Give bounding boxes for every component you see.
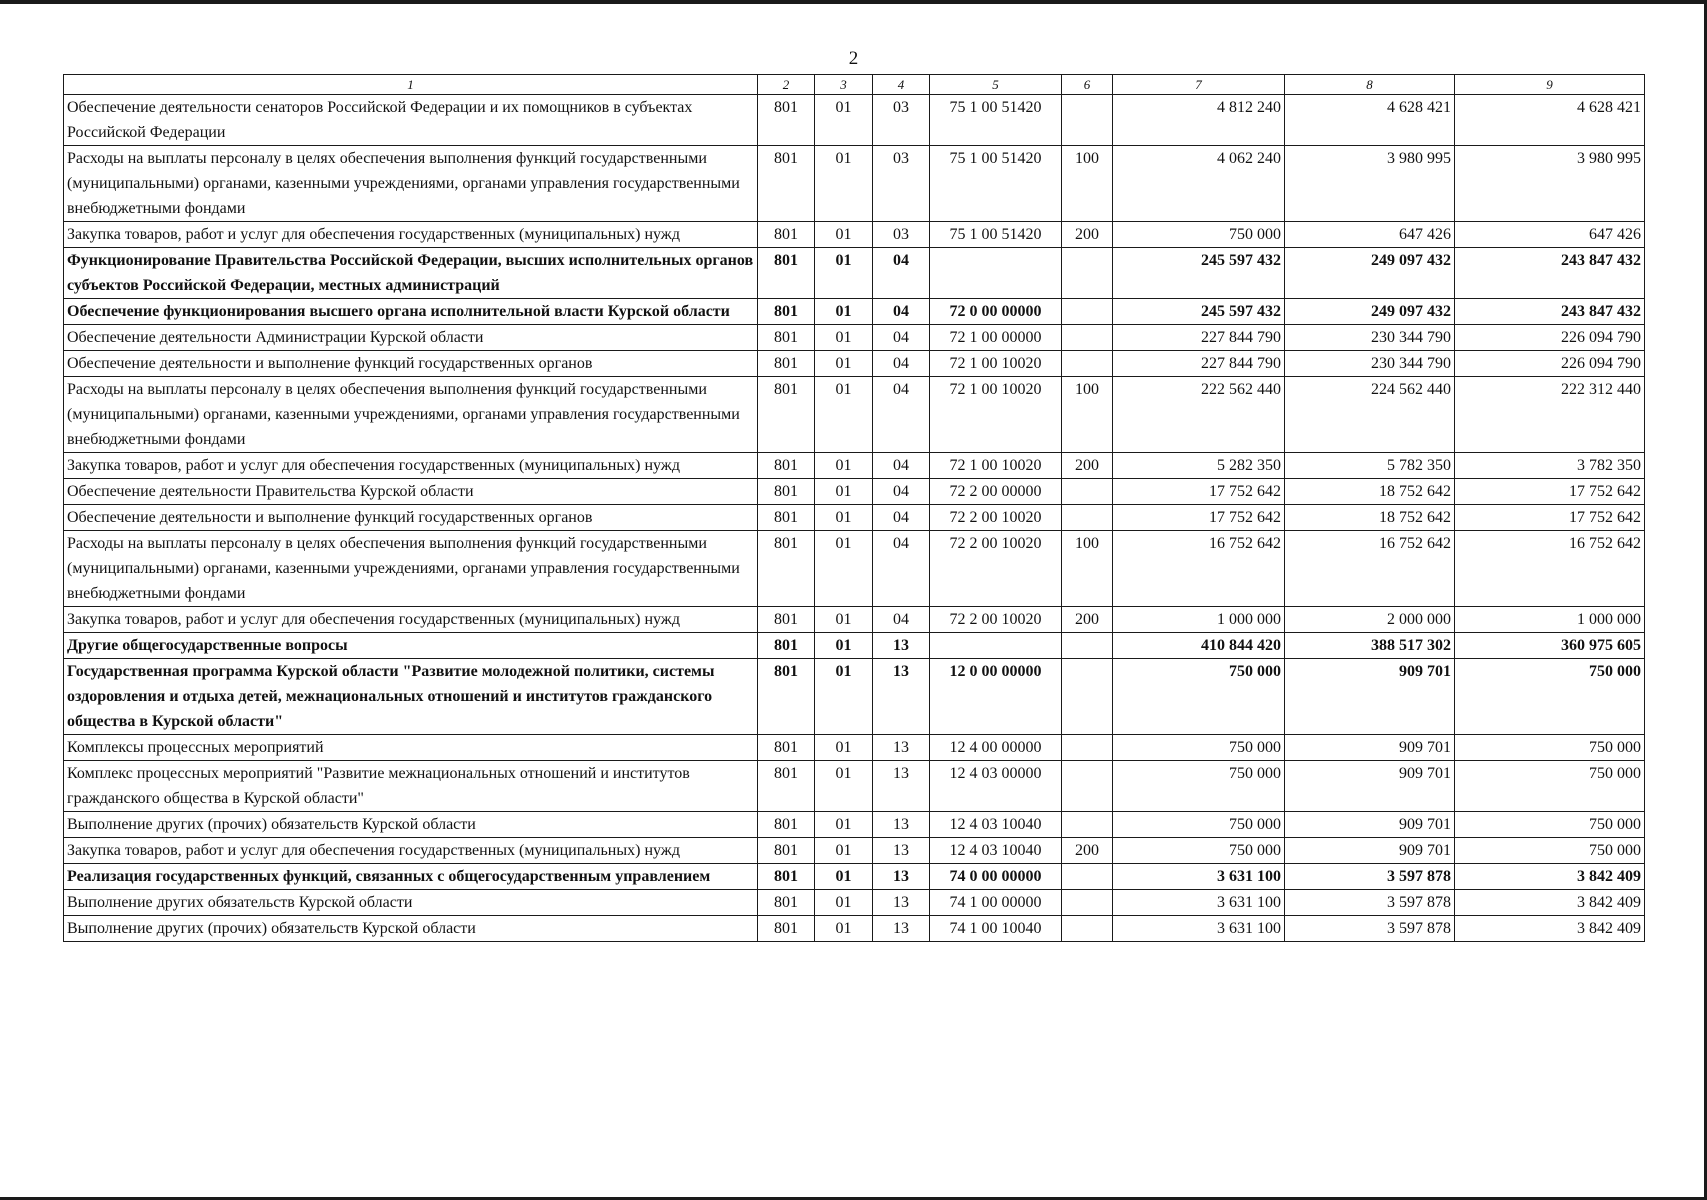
- row-name-cell: Выполнение других (прочих) обязательств Курской области: [64, 916, 758, 942]
- table-row: [64, 812, 1645, 838]
- amount-col7-cell: 245 597 432: [1113, 248, 1285, 299]
- amount-col8-cell: 230 344 790: [1285, 325, 1455, 351]
- table-row: [64, 864, 1645, 890]
- amount-col7-cell: 17 752 642: [1113, 505, 1285, 531]
- amount-col8-cell: 909 701: [1285, 659, 1455, 735]
- amount-col9-cell: 226 094 790: [1455, 325, 1645, 351]
- table-row: [64, 607, 1645, 633]
- amount-col9-cell: 750 000: [1455, 659, 1645, 735]
- amount-col9-cell: 17 752 642: [1455, 479, 1645, 505]
- section-code-cell: 01: [815, 864, 873, 890]
- amount-col9-cell: 3 842 409: [1455, 890, 1645, 916]
- amount-col9-cell: 3 842 409: [1455, 864, 1645, 890]
- table-row: [64, 890, 1645, 916]
- expense-type-cell: [1062, 812, 1113, 838]
- table-row: [64, 531, 1645, 607]
- target-article-cell: 72 1 00 10020: [930, 453, 1062, 479]
- glava-code-cell: 801: [758, 607, 815, 633]
- expense-type-cell: 200: [1062, 607, 1113, 633]
- glava-code-cell: 801: [758, 146, 815, 222]
- amount-col7-cell: 4 812 240: [1113, 95, 1285, 146]
- amount-col7-cell: 227 844 790: [1113, 325, 1285, 351]
- glava-code-cell: 801: [758, 299, 815, 325]
- row-name-cell: Обеспечение деятельности и выполнение функций государственных органов: [64, 505, 758, 531]
- target-article-cell: 74 0 00 00000: [930, 864, 1062, 890]
- budget-table: [63, 74, 1645, 942]
- section-code-cell: 01: [815, 659, 873, 735]
- amount-col8-cell: 909 701: [1285, 838, 1455, 864]
- row-name-cell: Закупка товаров, работ и услуг для обеспечения государственных (муниципальных) нужд: [64, 222, 758, 248]
- amount-col8-cell: 388 517 302: [1285, 633, 1455, 659]
- column-number: 7: [1113, 75, 1285, 95]
- expense-type-cell: 200: [1062, 838, 1113, 864]
- expense-type-cell: [1062, 325, 1113, 351]
- table-row: [64, 735, 1645, 761]
- amount-col8-cell: 3 597 878: [1285, 890, 1455, 916]
- amount-col8-cell: 909 701: [1285, 761, 1455, 812]
- column-number: 3: [815, 75, 873, 95]
- amount-col9-cell: 226 094 790: [1455, 351, 1645, 377]
- subsection-code-cell: 04: [873, 531, 930, 607]
- row-name-cell: Реализация государственных функций, связанных с общегосударственным управлением: [64, 864, 758, 890]
- subsection-code-cell: 03: [873, 146, 930, 222]
- glava-code-cell: 801: [758, 95, 815, 146]
- subsection-code-cell: 04: [873, 351, 930, 377]
- target-article-cell: 72 1 00 10020: [930, 377, 1062, 453]
- amount-col7-cell: 222 562 440: [1113, 377, 1285, 453]
- amount-col9-cell: 243 847 432: [1455, 299, 1645, 325]
- amount-col7-cell: 750 000: [1113, 735, 1285, 761]
- amount-col7-cell: 3 631 100: [1113, 864, 1285, 890]
- glava-code-cell: 801: [758, 633, 815, 659]
- subsection-code-cell: 13: [873, 916, 930, 942]
- row-name-cell: Закупка товаров, работ и услуг для обеспечения государственных (муниципальных) нужд: [64, 607, 758, 633]
- expense-type-cell: [1062, 248, 1113, 299]
- subsection-code-cell: 04: [873, 299, 930, 325]
- column-number: 6: [1062, 75, 1113, 95]
- amount-col7-cell: 750 000: [1113, 838, 1285, 864]
- subsection-code-cell: 04: [873, 453, 930, 479]
- subsection-code-cell: 04: [873, 325, 930, 351]
- expense-type-cell: [1062, 761, 1113, 812]
- target-article-cell: 72 2 00 10020: [930, 607, 1062, 633]
- table-row: [64, 325, 1645, 351]
- section-code-cell: 01: [815, 248, 873, 299]
- amount-col7-cell: 4 062 240: [1113, 146, 1285, 222]
- amount-col7-cell: 245 597 432: [1113, 299, 1285, 325]
- row-name-cell: Расходы на выплаты персоналу в целях обеспечения выполнения функций государственными (муниципальными) органами, казенными учреждениями, органами управления государственными внебюджетными фондами: [64, 146, 758, 222]
- section-code-cell: 01: [815, 299, 873, 325]
- amount-col7-cell: 750 000: [1113, 812, 1285, 838]
- amount-col8-cell: 2 000 000: [1285, 607, 1455, 633]
- expense-type-cell: [1062, 479, 1113, 505]
- table-row: [64, 222, 1645, 248]
- section-code-cell: 01: [815, 505, 873, 531]
- subsection-code-cell: 03: [873, 222, 930, 248]
- table-row: [64, 299, 1645, 325]
- target-article-cell: [930, 633, 1062, 659]
- row-name-cell: Комплексы процессных мероприятий: [64, 735, 758, 761]
- table-row: [64, 838, 1645, 864]
- glava-code-cell: 801: [758, 222, 815, 248]
- amount-col8-cell: 249 097 432: [1285, 299, 1455, 325]
- target-article-cell: 12 4 03 10040: [930, 838, 1062, 864]
- subsection-code-cell: 04: [873, 479, 930, 505]
- section-code-cell: 01: [815, 812, 873, 838]
- glava-code-cell: 801: [758, 916, 815, 942]
- row-name-cell: Расходы на выплаты персоналу в целях обеспечения выполнения функций государственными (муниципальными) органами, казенными учреждениями, органами управления государственными внебюджетными фондами: [64, 377, 758, 453]
- subsection-code-cell: 04: [873, 248, 930, 299]
- amount-col7-cell: 227 844 790: [1113, 351, 1285, 377]
- expense-type-cell: [1062, 916, 1113, 942]
- expense-type-cell: 200: [1062, 222, 1113, 248]
- column-number: 5: [930, 75, 1062, 95]
- section-code-cell: 01: [815, 325, 873, 351]
- target-article-cell: 75 1 00 51420: [930, 95, 1062, 146]
- glava-code-cell: 801: [758, 838, 815, 864]
- table-row: [64, 659, 1645, 735]
- subsection-code-cell: 13: [873, 761, 930, 812]
- row-name-cell: Закупка товаров, работ и услуг для обеспечения государственных (муниципальных) нужд: [64, 453, 758, 479]
- amount-col9-cell: 750 000: [1455, 735, 1645, 761]
- target-article-cell: 72 1 00 10020: [930, 351, 1062, 377]
- subsection-code-cell: 03: [873, 95, 930, 146]
- glava-code-cell: 801: [758, 864, 815, 890]
- subsection-code-cell: 04: [873, 377, 930, 453]
- expense-type-cell: 200: [1062, 453, 1113, 479]
- amount-col8-cell: 18 752 642: [1285, 505, 1455, 531]
- amount-col7-cell: 750 000: [1113, 222, 1285, 248]
- column-number-row: [64, 75, 1645, 95]
- section-code-cell: 01: [815, 735, 873, 761]
- target-article-cell: [930, 248, 1062, 299]
- amount-col8-cell: 909 701: [1285, 735, 1455, 761]
- row-name-cell: Обеспечение деятельности Правительства Курской области: [64, 479, 758, 505]
- target-article-cell: 75 1 00 51420: [930, 146, 1062, 222]
- table-row: [64, 633, 1645, 659]
- amount-col7-cell: 16 752 642: [1113, 531, 1285, 607]
- amount-col9-cell: 750 000: [1455, 838, 1645, 864]
- glava-code-cell: 801: [758, 735, 815, 761]
- subsection-code-cell: 13: [873, 633, 930, 659]
- section-code-cell: 01: [815, 916, 873, 942]
- amount-col9-cell: 16 752 642: [1455, 531, 1645, 607]
- amount-col7-cell: 410 844 420: [1113, 633, 1285, 659]
- amount-col8-cell: 249 097 432: [1285, 248, 1455, 299]
- section-code-cell: 01: [815, 377, 873, 453]
- amount-col7-cell: 750 000: [1113, 761, 1285, 812]
- row-name-cell: Комплекс процессных мероприятий "Развитие межнациональных отношений и институтов гражданского общества в Курской области": [64, 761, 758, 812]
- subsection-code-cell: 13: [873, 812, 930, 838]
- glava-code-cell: 801: [758, 812, 815, 838]
- target-article-cell: 75 1 00 51420: [930, 222, 1062, 248]
- section-code-cell: 01: [815, 351, 873, 377]
- target-article-cell: 12 4 03 00000: [930, 761, 1062, 812]
- glava-code-cell: 801: [758, 377, 815, 453]
- subsection-code-cell: 04: [873, 505, 930, 531]
- target-article-cell: 12 4 00 00000: [930, 735, 1062, 761]
- table-row: [64, 479, 1645, 505]
- row-name-cell: Другие общегосударственные вопросы: [64, 633, 758, 659]
- target-article-cell: 74 1 00 10040: [930, 916, 1062, 942]
- subsection-code-cell: 04: [873, 607, 930, 633]
- section-code-cell: 01: [815, 838, 873, 864]
- subsection-code-cell: 13: [873, 890, 930, 916]
- row-name-cell: Выполнение других (прочих) обязательств Курской области: [64, 812, 758, 838]
- amount-col9-cell: 750 000: [1455, 812, 1645, 838]
- row-name-cell: Функционирование Правительства Российской Федерации, высших исполнительных органов субъектов Российской Федерации, местных администраций: [64, 248, 758, 299]
- amount-col9-cell: 1 000 000: [1455, 607, 1645, 633]
- expense-type-cell: 100: [1062, 531, 1113, 607]
- row-name-cell: Обеспечение деятельности Администрации Курской области: [64, 325, 758, 351]
- amount-col7-cell: 3 631 100: [1113, 890, 1285, 916]
- amount-col9-cell: 243 847 432: [1455, 248, 1645, 299]
- column-number: 4: [873, 75, 930, 95]
- subsection-code-cell: 13: [873, 864, 930, 890]
- subsection-code-cell: 13: [873, 735, 930, 761]
- target-article-cell: 12 4 03 10040: [930, 812, 1062, 838]
- glava-code-cell: 801: [758, 761, 815, 812]
- section-code-cell: 01: [815, 607, 873, 633]
- expense-type-cell: [1062, 351, 1113, 377]
- column-number: 2: [758, 75, 815, 95]
- glava-code-cell: 801: [758, 453, 815, 479]
- target-article-cell: 72 2 00 10020: [930, 505, 1062, 531]
- row-name-cell: Государственная программа Курской области "Развитие молодежной политики, системы оздоровления и отдыха детей, межнациональных отношений и институтов гражданского общества в Курской области": [64, 659, 758, 735]
- amount-col8-cell: 224 562 440: [1285, 377, 1455, 453]
- expense-type-cell: [1062, 659, 1113, 735]
- amount-col9-cell: 4 628 421: [1455, 95, 1645, 146]
- amount-col9-cell: 750 000: [1455, 761, 1645, 812]
- section-code-cell: 01: [815, 95, 873, 146]
- expense-type-cell: 100: [1062, 377, 1113, 453]
- glava-code-cell: 801: [758, 505, 815, 531]
- glava-code-cell: 801: [758, 325, 815, 351]
- section-code-cell: 01: [815, 890, 873, 916]
- amount-col7-cell: 1 000 000: [1113, 607, 1285, 633]
- column-number: 8: [1285, 75, 1455, 95]
- row-name-cell: Обеспечение деятельности и выполнение функций государственных органов: [64, 351, 758, 377]
- amount-col8-cell: 647 426: [1285, 222, 1455, 248]
- amount-col8-cell: 18 752 642: [1285, 479, 1455, 505]
- expense-type-cell: [1062, 890, 1113, 916]
- table-row: [64, 453, 1645, 479]
- section-code-cell: 01: [815, 479, 873, 505]
- amount-col9-cell: 360 975 605: [1455, 633, 1645, 659]
- row-name-cell: Выполнение других обязательств Курской области: [64, 890, 758, 916]
- amount-col9-cell: 647 426: [1455, 222, 1645, 248]
- amount-col8-cell: 230 344 790: [1285, 351, 1455, 377]
- amount-col9-cell: 3 842 409: [1455, 916, 1645, 942]
- table-row: [64, 146, 1645, 222]
- table-row: [64, 351, 1645, 377]
- table-row: [64, 916, 1645, 942]
- subsection-code-cell: 13: [873, 838, 930, 864]
- table-row: [64, 248, 1645, 299]
- glava-code-cell: 801: [758, 351, 815, 377]
- scan-border-top: [0, 0, 1707, 4]
- amount-col7-cell: 3 631 100: [1113, 916, 1285, 942]
- table-row: [64, 377, 1645, 453]
- glava-code-cell: 801: [758, 248, 815, 299]
- expense-type-cell: [1062, 299, 1113, 325]
- amount-col9-cell: 222 312 440: [1455, 377, 1645, 453]
- target-article-cell: 72 2 00 10020: [930, 531, 1062, 607]
- section-code-cell: 01: [815, 222, 873, 248]
- amount-col9-cell: 3 980 995: [1455, 146, 1645, 222]
- amount-col8-cell: 16 752 642: [1285, 531, 1455, 607]
- target-article-cell: 72 0 00 00000: [930, 299, 1062, 325]
- amount-col8-cell: 3 597 878: [1285, 864, 1455, 890]
- section-code-cell: 01: [815, 633, 873, 659]
- row-name-cell: Закупка товаров, работ и услуг для обеспечения государственных (муниципальных) нужд: [64, 838, 758, 864]
- expense-type-cell: [1062, 505, 1113, 531]
- amount-col9-cell: 17 752 642: [1455, 505, 1645, 531]
- amount-col7-cell: 5 282 350: [1113, 453, 1285, 479]
- subsection-code-cell: 13: [873, 659, 930, 735]
- row-name-cell: Расходы на выплаты персоналу в целях обеспечения выполнения функций государственными (муниципальными) органами, казенными учреждениями, органами управления государственными внебюджетными фондами: [64, 531, 758, 607]
- glava-code-cell: 801: [758, 890, 815, 916]
- expense-type-cell: 100: [1062, 146, 1113, 222]
- expense-type-cell: [1062, 633, 1113, 659]
- glava-code-cell: 801: [758, 659, 815, 735]
- target-article-cell: 74 1 00 00000: [930, 890, 1062, 916]
- amount-col9-cell: 3 782 350: [1455, 453, 1645, 479]
- section-code-cell: 01: [815, 453, 873, 479]
- amount-col7-cell: 750 000: [1113, 659, 1285, 735]
- section-code-cell: 01: [815, 146, 873, 222]
- target-article-cell: 72 2 00 00000: [930, 479, 1062, 505]
- expense-type-cell: [1062, 95, 1113, 146]
- table-row: [64, 761, 1645, 812]
- page-number: 2: [848, 48, 859, 69]
- amount-col8-cell: 4 628 421: [1285, 95, 1455, 146]
- row-name-cell: Обеспечение функционирования высшего органа исполнительной власти Курской области: [64, 299, 758, 325]
- table-row: [64, 505, 1645, 531]
- row-name-cell: Обеспечение деятельности сенаторов Российской Федерации и их помощников в субъектах Российской Федерации: [64, 95, 758, 146]
- section-code-cell: 01: [815, 761, 873, 812]
- target-article-cell: 12 0 00 00000: [930, 659, 1062, 735]
- table-row: [64, 95, 1645, 146]
- amount-col7-cell: 17 752 642: [1113, 479, 1285, 505]
- target-article-cell: 72 1 00 00000: [930, 325, 1062, 351]
- glava-code-cell: 801: [758, 531, 815, 607]
- column-number: 1: [64, 75, 758, 95]
- amount-col8-cell: 909 701: [1285, 812, 1455, 838]
- table-body: [64, 95, 1645, 942]
- expense-type-cell: [1062, 735, 1113, 761]
- amount-col8-cell: 3 980 995: [1285, 146, 1455, 222]
- column-number: 9: [1455, 75, 1645, 95]
- amount-col8-cell: 5 782 350: [1285, 453, 1455, 479]
- glava-code-cell: 801: [758, 479, 815, 505]
- section-code-cell: 01: [815, 531, 873, 607]
- amount-col8-cell: 3 597 878: [1285, 916, 1455, 942]
- expense-type-cell: [1062, 864, 1113, 890]
